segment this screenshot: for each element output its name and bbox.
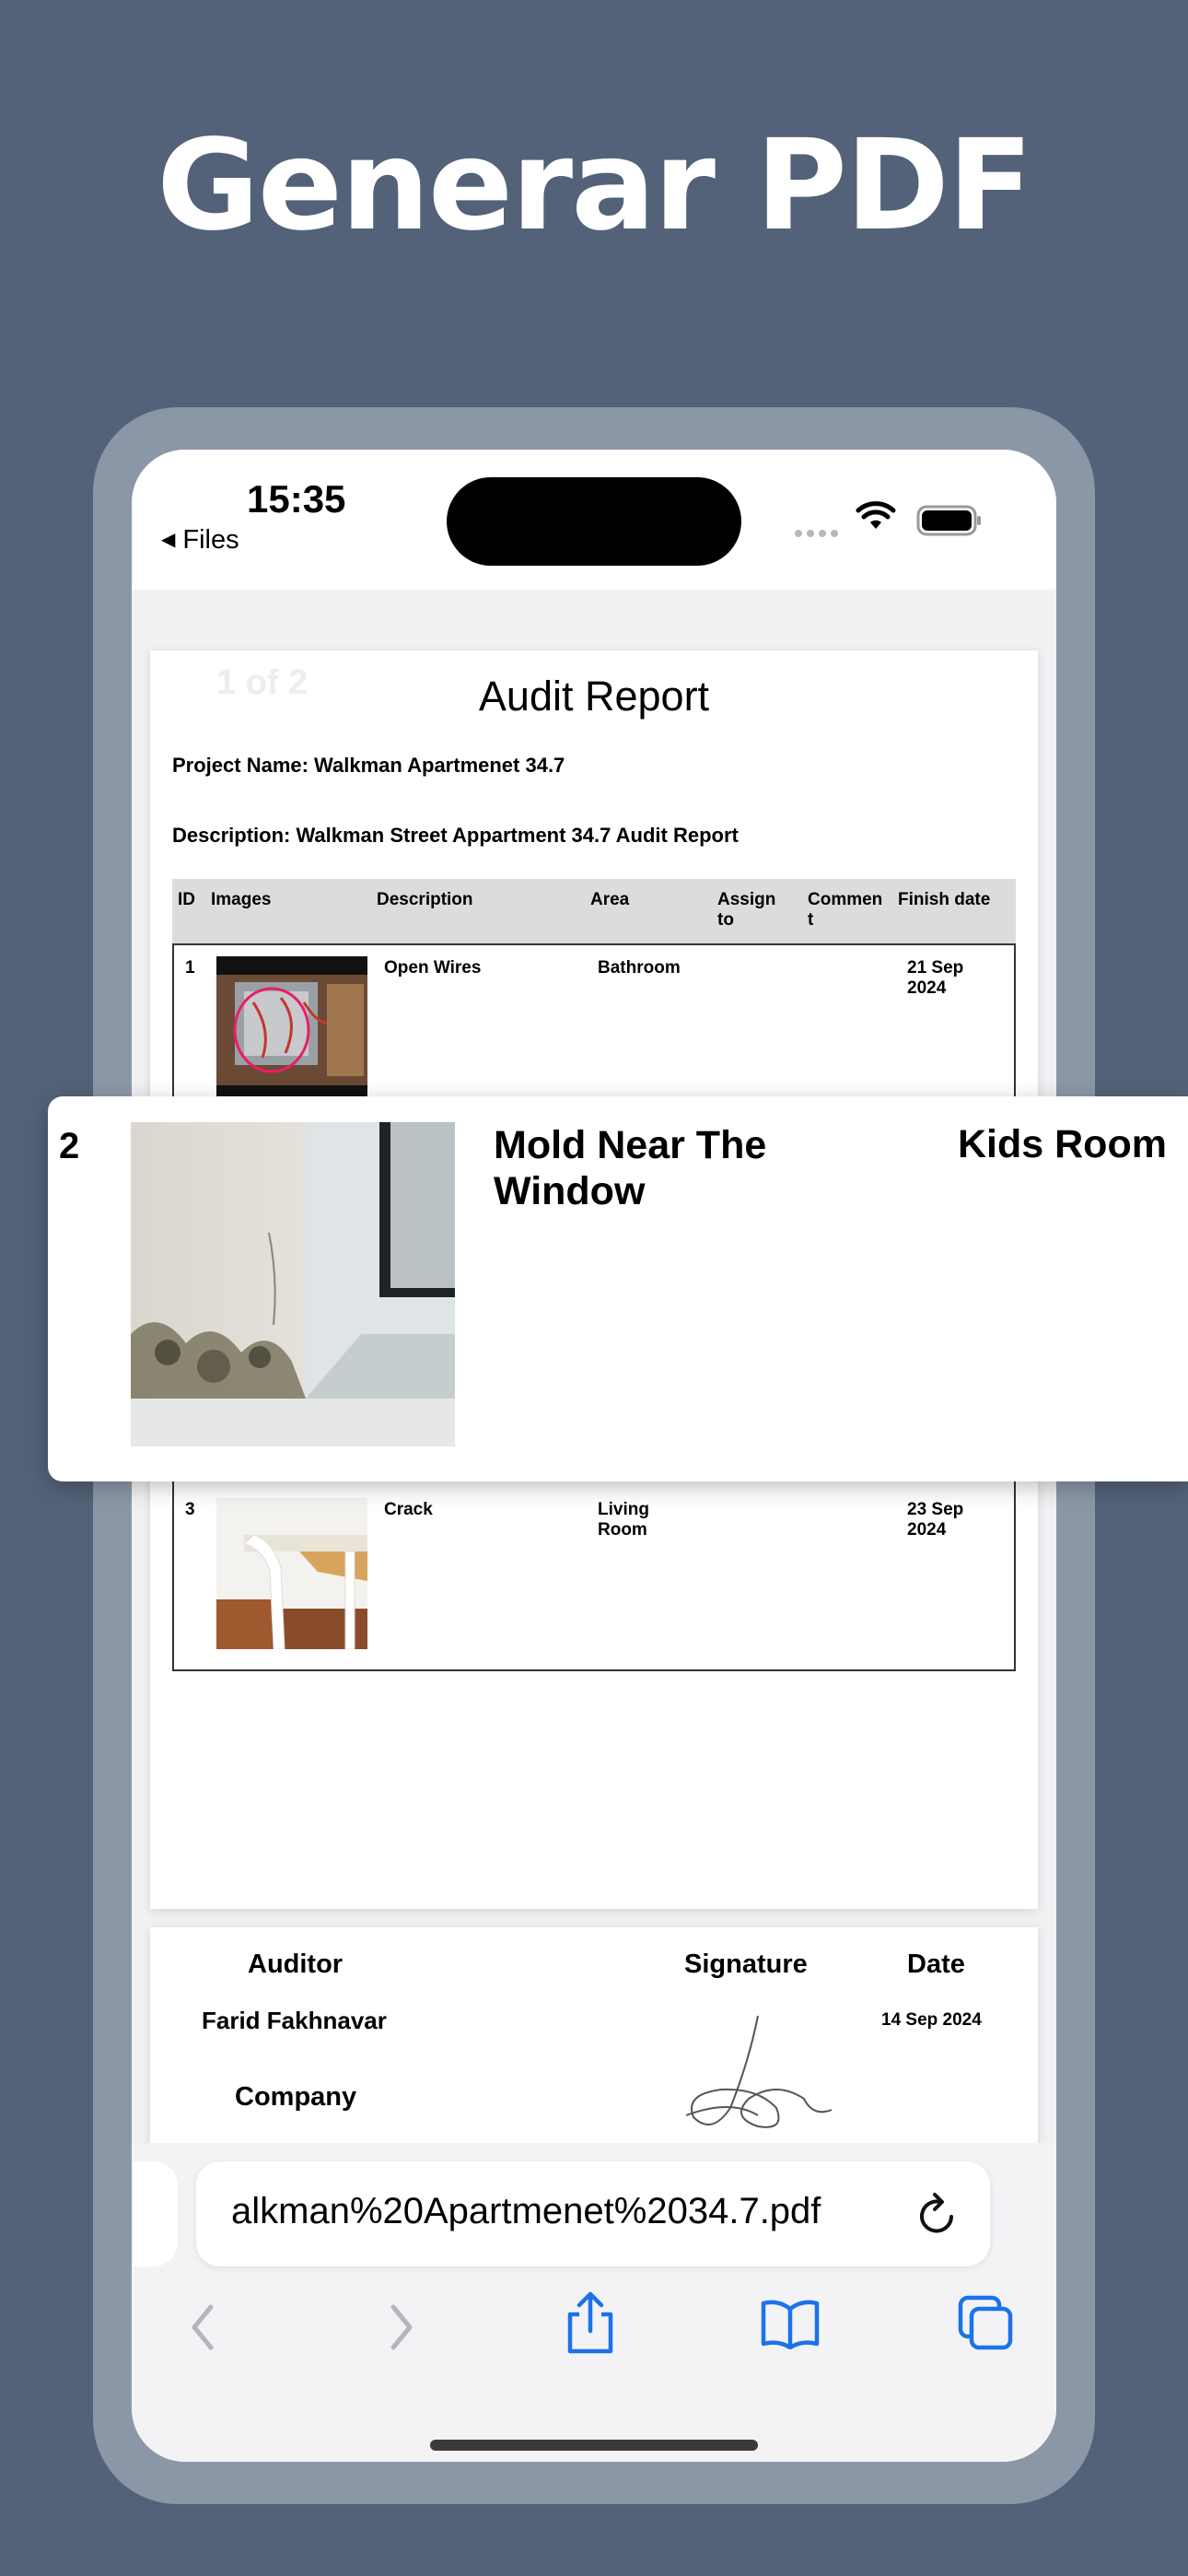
row-3-finish-date: 23 Sep 2024 [907,1500,964,1540]
headline: Generar PDF [157,113,1031,259]
address-bar[interactable] [196,2161,990,2266]
table-header [172,879,1016,943]
battery-icon [916,505,983,536]
date-label: Date [907,1950,965,1979]
cellular-signal-icon [795,525,846,534]
auditor-label: Auditor [248,1950,344,1979]
status-bar [132,450,1056,590]
zoomed-row-2-callout [48,1096,1188,1481]
page-indicator: 1 of 2 [216,663,309,702]
share-icon[interactable] [563,2290,618,2355]
report-description: Description: Walkman Street Appartment 34.7 Audit Report [172,824,739,847]
row-1-image-open-wires[interactable] [216,956,367,1098]
company-label: Company [235,2082,357,2112]
row-3-area: Living Room [598,1500,649,1540]
col-comment: Comment [808,890,883,930]
row-1-description: Open Wires [384,958,482,978]
url-text[interactable]: alkman%20Apartmenet%2034.7.pdf [231,2191,821,2231]
col-assign-to: Assign to [717,890,776,930]
auditor-name: Farid Fakhnavar [202,2007,387,2034]
col-id: ID [178,890,195,909]
back-chevron-icon[interactable] [185,2300,222,2355]
wifi-icon [856,501,896,533]
tabs-overview-icon[interactable] [957,2294,1014,2351]
signature-image [675,2007,841,2145]
dynamic-island [447,477,741,566]
browser-toolbar [132,2143,1056,2462]
row-2-area: Kids Room [958,1122,1167,1166]
pdf-page-2[interactable] [150,1927,1038,2167]
report-title: Audit Report [478,673,710,720]
project-name: Project Name: Walkman Apartmenet 34.7 [172,754,565,777]
forward-chevron-icon[interactable] [382,2300,419,2355]
date-value: 14 Sep 2024 [881,2010,982,2030]
row-2-description: Mold Near The Window [494,1123,767,1213]
bookmarks-book-icon[interactable] [760,2298,821,2349]
row-3-id: 3 [185,1500,195,1519]
back-files-label: Files [182,525,239,555]
col-description: Description [377,890,473,909]
back-to-files-button[interactable] [161,525,239,556]
home-indicator[interactable] [430,2440,758,2451]
signature-label: Signature [684,1950,808,1979]
row-1-area: Bathroom [598,958,681,978]
row-1-finish-date: 21 Sep 2024 [907,958,964,998]
row-2-image-mold[interactable] [131,1122,455,1446]
row-3-description: Crack [384,1500,433,1519]
row-1-id: 1 [185,958,195,978]
reload-icon[interactable] [914,2189,961,2239]
col-area: Area [590,890,630,909]
row-3-image-crack[interactable] [216,1498,367,1649]
col-images: Images [211,890,272,909]
status-time: 15:35 [247,477,346,521]
previous-tab-preview[interactable] [132,2161,178,2266]
back-triangle-icon: ◀ [161,530,176,550]
row-2-id: 2 [59,1126,80,1166]
col-finish-date: Finish date [898,890,991,909]
